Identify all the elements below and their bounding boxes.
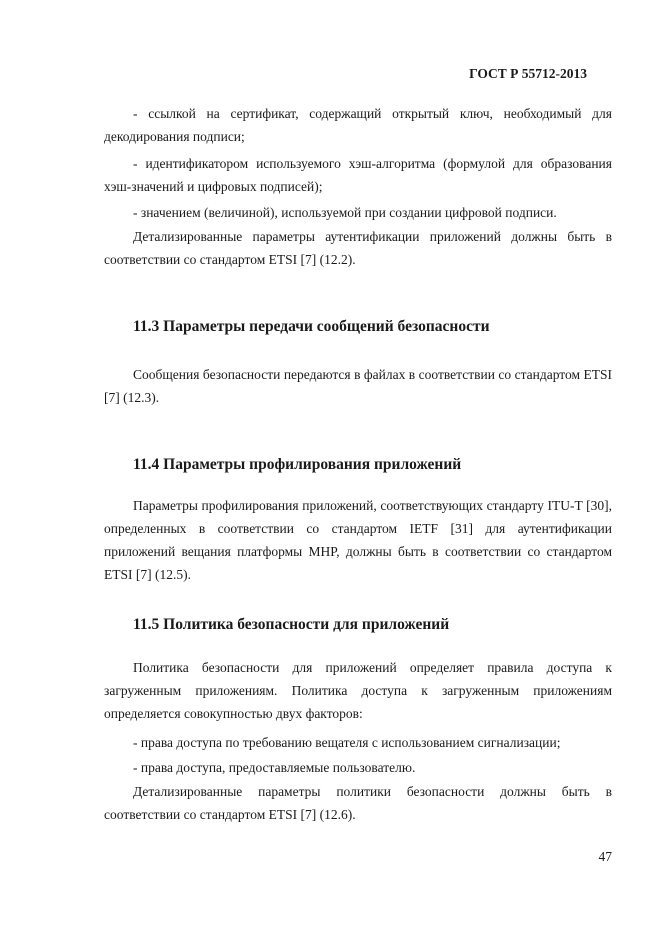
paragraph: Детализированные параметры аутентификации приложений должны быть в соответствии со стандартом ETSI [7] (12.2).	[104, 229, 612, 267]
section-heading-11-4: 11.4 Параметры профилирования приложений	[133, 456, 462, 473]
paragraph: Политика безопасности для приложений определяет правила доступа к загруженным приложениям. Политика доступа к загруженным приложениям определяется совокупностью двух факторов:	[104, 660, 612, 721]
list-item: - идентификатором используемого хэш-алгоритма (формулой для образования хэш-значений и цифровых подписей);	[104, 156, 612, 194]
paragraph: Детализированные параметры политики безопасности должны быть в соответствии со стандартом ETSI [7] (12.6).	[104, 784, 612, 822]
document-header: ГОСТ Р 55712-2013	[469, 66, 587, 81]
page-number: 47	[598, 849, 612, 864]
section-heading-11-3: 11.3 Параметры передачи сообщений безопасности	[133, 318, 490, 335]
paragraph: Сообщения безопасности передаются в файлах в соответствии со стандартом ETSI [7] (12.3).	[104, 367, 612, 405]
section-heading-11-5: 11.5 Политика безопасности для приложений	[133, 616, 450, 633]
list-item: - права доступа по требованию вещателя с использованием сигнализации;	[133, 735, 561, 750]
list-item: - значением (величиной), используемой при создании цифровой подписи.	[133, 205, 557, 220]
list-item: - права доступа, предоставляемые пользователю.	[133, 760, 416, 775]
paragraph: Параметры профилирования приложений, соответствующих стандарту ITU-T [30], определенных в соответствии со стандартом IETF [31] для аутентификации приложений вещания платформы MHP, должны быть в соответствии со стандартом ETSI [7] (12.5).	[104, 498, 612, 582]
list-item: - ссылкой на сертификат, содержащий открытый ключ, необходимый для декодирования подписи;	[104, 106, 612, 144]
